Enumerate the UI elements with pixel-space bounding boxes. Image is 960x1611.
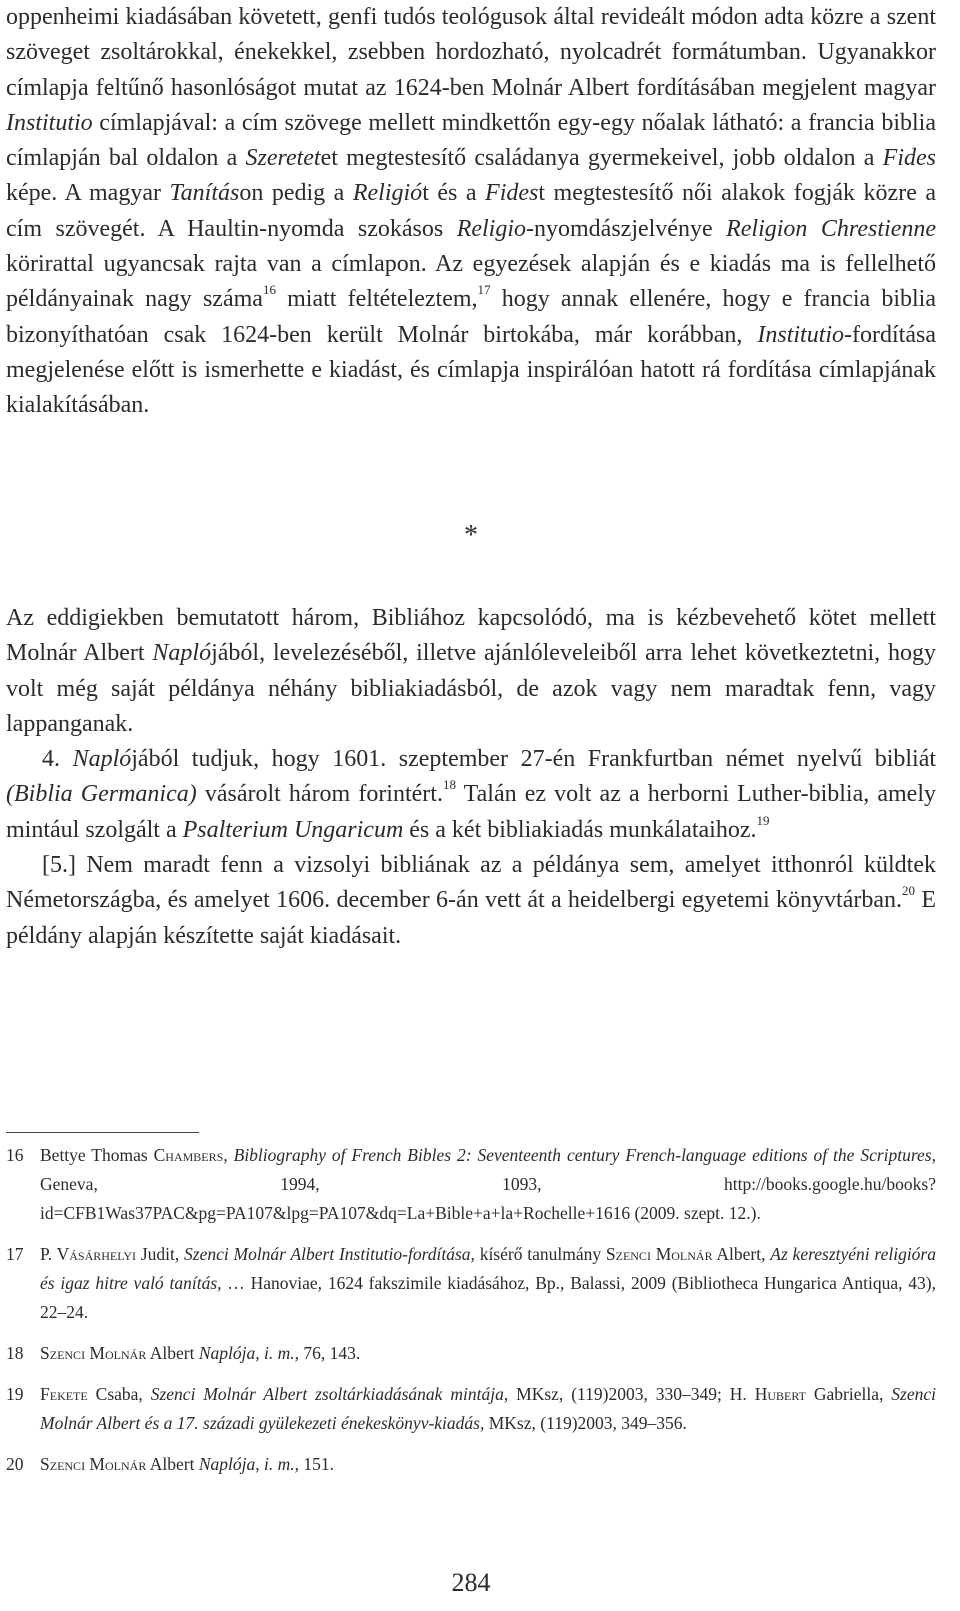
footnote-ref-19[interactable]: 19 [756,812,770,828]
footnote-19: 19 Fekete Csaba, Szenci Molnár Albert zsoltárkiadásának mintája, MKsz, (119)2003, 330–349; H. Hubert Gabriella, Szenci Molnár Albert és a 17. századi gyülekezeti énekeskönyv-kiadás, MKsz, (119)2003, 349–356. [6,1380,936,1438]
footnote-17: 17 P. Vásárhelyi Judit, Szenci Molnár Albert Institutio-fordítása, kísérő tanulmány Szenci Molnár Albert, Az keresztyéni religióra és igaz hitre való tanítás, … Hanoviae, 1624 fakszimile kiadásához, Bp., Balassi, 2009 (Bibliotheca Hungarica Antiqua, 43), 22–24. [6,1240,936,1327]
body-paragraph-2: Az eddigiekben bemutatott három, Bibliához kapcsolódó, ma is kézbevehető kötet mellett Molnár Albert Naplójából, levelezéséből, illetve ajánlóleveleiből arra lehet következtetni, hogy volt még saját példánya néhány bibliakiadásból, de azok vagy nem maradtak fenn, vagy lappanganak. [6,605,937,737]
footnote-number: 20 [6,1454,24,1474]
footnote-number: 16 [6,1145,24,1165]
footnote-ref-20[interactable]: 20 [902,883,916,899]
footnote-20: 20 Szenci Molnár Albert Naplója, i. m., 151. [6,1450,936,1479]
body-paragraph-4: [5.] Nem maradt fenn a vizsolyi bibliának az a példánya sem, amelyet itthonról küldtek Németországba, és amelyet 1606. december 6-án vett át a heidelbergi egyetemi könyvtárban.$^{20}$ E példány alapján készítette saját kiadásait. [6,852,936,949]
body-paragraph-1: oppenheimi kiadásában követett, genfi tudós teológusok által revideált módon adta közre a szent szöveget zsoltárokkal, énekekkel, zsebben hordozható, nyolcadrét formátumban. Ugyanakkor címlapja feltűnő hasonlóságot mutat az 1624-ben Molnár Albert fordításában megjelent magyar Institutio címlapjával: a cím szövege mellett mindkettőn egy-egy nőalak látható: a francia biblia címlapján bal oldalon a Szeretetet megtestesítő családanya gyermekeivel, jobb oldalon a Fides képe. A magyar Tanításon pedig a Religiót és a Fidest megtestesítő női alakok fogják közre a cím szövegét. A Haultin-nyomda szokásos Religio-nyomdászjelvénye Religion Chrestienne körirattal ugyancsak rajta van a címlapon. Az egyezések alapján és e kiadás ma is fellelhető példányainak nagy száma$^{16}$ miatt feltételeztem,$^{17}$ hogy annak ellenére, hogy e francia biblia bizonyíthatóan csak 1624-ben került Molnár birtokába, már korábban, Institutio-fordítása megjelenése előtt is ismerhette e kiadást, és címlapja inspirálóan hatott rá fordítása címlapjának kialakításában. [6,4,937,419]
body-section-2 [6,601,936,954]
footnote-ref-17[interactable]: 17 [477,282,491,298]
body-paragraph-3: 4. Naplójából tudjuk, hogy 1601. szeptember 27-én Frankfurtban német nyelvű bibliát (Biblia Germanica) vásárolt három forintért.$^{18}$ Talán ez volt az a herborni Luther-biblia, amely mintául szolgált a Psalterium Ungaricum és a két bibliakiadás munkálataihoz.$^{19}$ [6,746,937,843]
footnotes [6,1141,936,1491]
footnote-number: 18 [6,1343,24,1363]
section-separator: * [464,520,478,551]
footnote-ref-18[interactable]: 18 [442,777,456,793]
page-number: 284 [451,1568,491,1597]
footnote-number: 19 [6,1384,24,1404]
footnote-divider [6,1132,199,1133]
footnote-18: 18 Szenci Molnár Albert Naplója, i. m., 76, 143. [6,1339,936,1368]
footnote-16: 16 Bettye Thomas Chambers, Bibliography of French Bibles 2: Seventeenth century French-language editions of the Scriptures, Geneva, 1994, 1093, http://books.google.hu/books?id=CFB1Was37PAC&pg=PA107&lpg=PA107&dq=La+Bible+a+la+Rochelle+1616 (2009. szept. 12.). [6,1141,936,1228]
footnote-ref-16[interactable]: 16 [262,282,276,298]
footnote-number: 17 [6,1244,24,1264]
